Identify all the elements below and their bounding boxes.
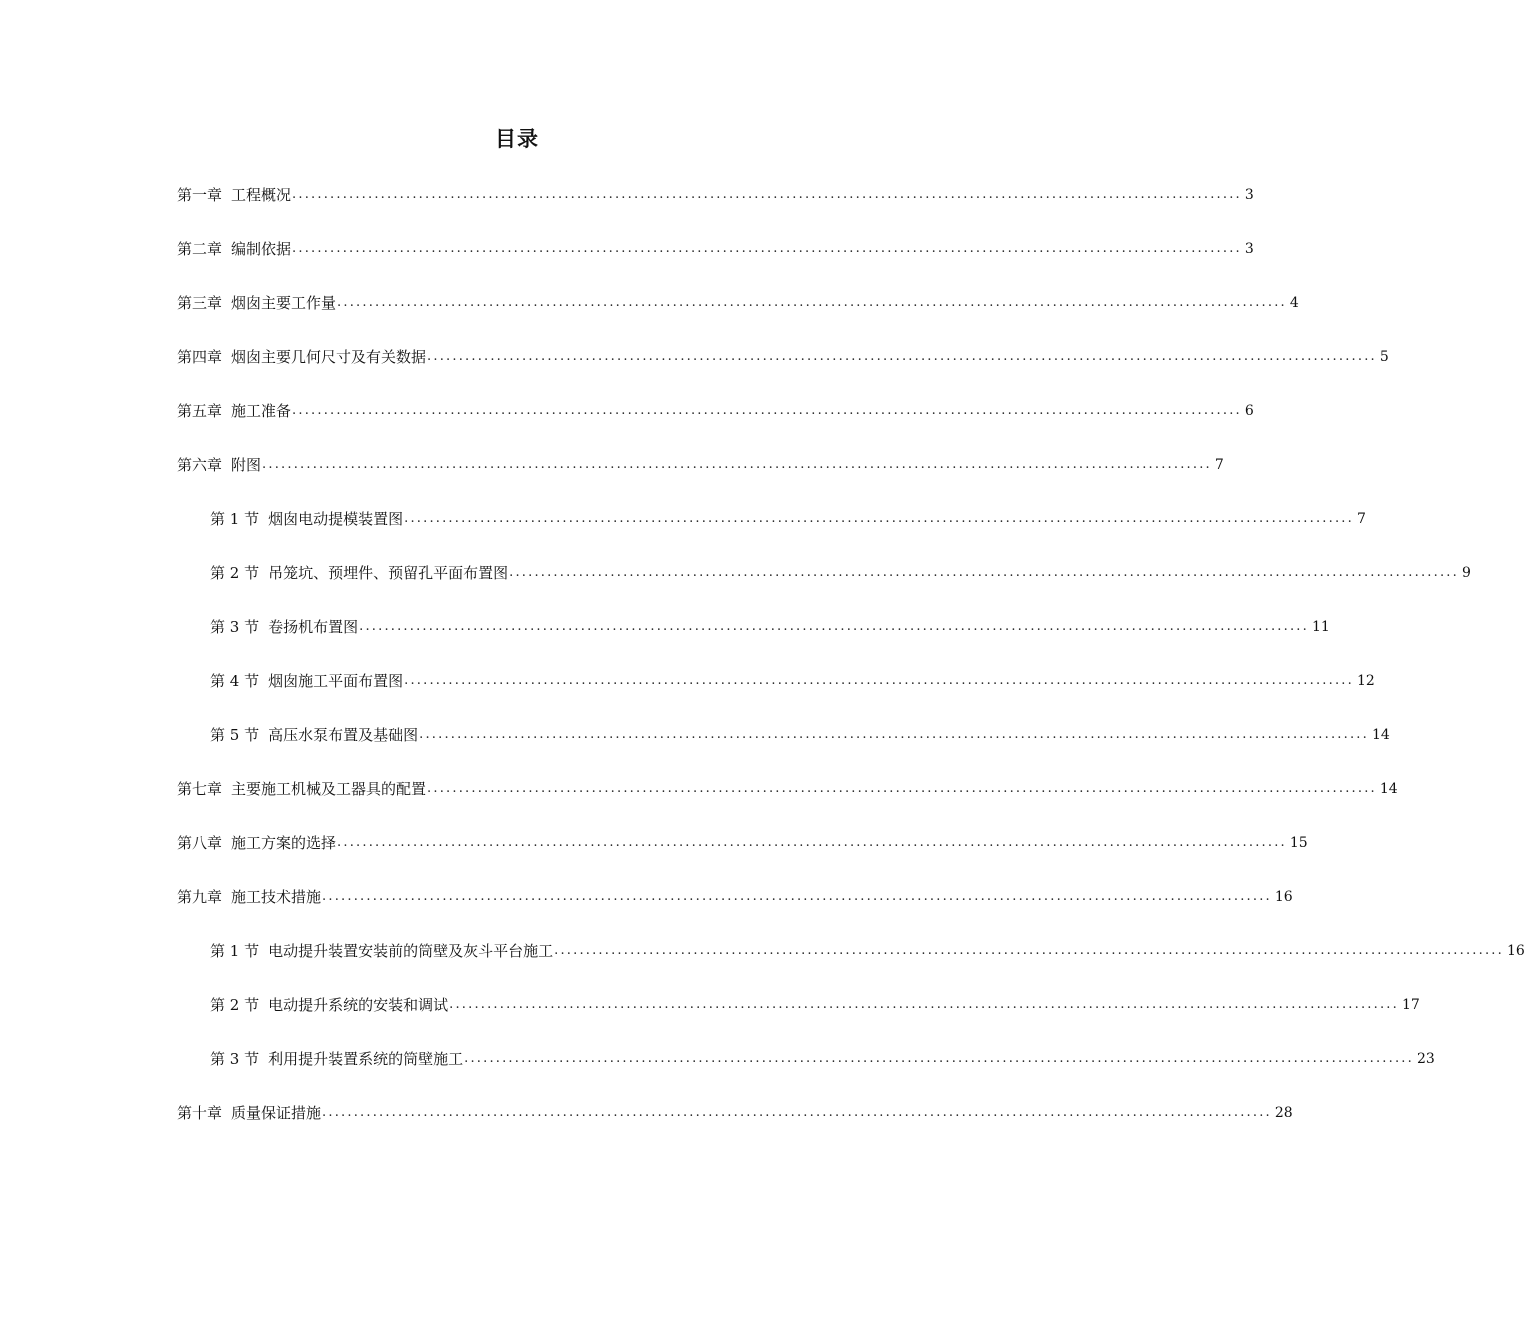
toc-subentry[interactable] (0, 720, 1390, 774)
toc-entry-title: 编制依据 (231, 240, 292, 258)
toc-leader-dots: ...................................................................................................................................................... (337, 835, 1287, 850)
toc-entry-number: 第 5 节 (210, 726, 260, 744)
toc-page-number: 9 (1461, 565, 1471, 581)
toc-leader-dots: ...................................................................................................................................................... (464, 1051, 1414, 1066)
toc-subentry[interactable] (0, 612, 1330, 666)
toc-entry-number: 第 3 节 (210, 618, 260, 636)
toc-entry-number: 第 2 节 (210, 564, 260, 582)
toc-entry-number: 第八章 (177, 834, 223, 852)
toc-entry-label (177, 882, 321, 912)
toc-leader-dots: ...................................................................................................................................................... (359, 619, 1309, 634)
toc-entry-title: 施工准备 (231, 402, 292, 420)
toc-page-number: 5 (1379, 349, 1389, 365)
toc-entry-number: 第四章 (177, 348, 223, 366)
toc-entry-number: 第十章 (177, 1104, 223, 1122)
toc-leader-dots: ...................................................................................................................................................... (404, 511, 1354, 526)
toc-page-number: 17 (1401, 997, 1420, 1013)
toc-entry[interactable] (0, 342, 1389, 396)
toc-entry-number: 第一章 (177, 186, 223, 204)
toc-entry-number: 第 1 节 (210, 510, 260, 528)
toc-page-number: 11 (1311, 619, 1330, 635)
page-title: 目录 (495, 127, 539, 151)
toc-page-number: 28 (1274, 1105, 1293, 1121)
toc-entry-label (210, 720, 418, 750)
toc-page-number: 14 (1379, 781, 1398, 797)
toc-page-number: 15 (1289, 835, 1308, 851)
toc-entry-label (210, 936, 553, 966)
toc-entry[interactable] (0, 180, 1254, 234)
toc-entry-label (177, 180, 291, 210)
toc-leader-dots: ...................................................................................................................................................... (449, 997, 1399, 1012)
toc-entry-number: 第九章 (177, 888, 223, 906)
toc-entry[interactable] (0, 828, 1308, 882)
toc-entry[interactable] (0, 234, 1254, 288)
toc-entry-label (210, 504, 403, 534)
toc-entry-title: 吊笼坑、预埋件、预留孔平面布置图 (268, 564, 509, 582)
toc-leader-dots: ...................................................................................................................................................... (509, 565, 1459, 580)
toc-entry-title: 高压水泵布置及基础图 (268, 726, 419, 744)
toc-entry-title: 利用提升装置系统的筒壁施工 (268, 1050, 464, 1068)
toc-page-number: 3 (1244, 187, 1254, 203)
toc-leader-dots: ...................................................................................................................................................... (292, 187, 1242, 202)
toc-page-number: 12 (1356, 673, 1375, 689)
toc-page-number: 14 (1371, 727, 1390, 743)
toc-subentry[interactable] (0, 936, 1525, 990)
toc-entry[interactable] (0, 396, 1254, 450)
toc-entry-number: 第二章 (177, 240, 223, 258)
toc-leader-dots: ...................................................................................................................................................... (262, 457, 1212, 472)
toc-entry-title: 卷扬机布置图 (268, 618, 359, 636)
toc-leader-dots: ...................................................................................................................................................... (322, 889, 1272, 904)
toc-page-number: 7 (1214, 457, 1224, 473)
toc-leader-dots: ...................................................................................................................................................... (427, 781, 1377, 796)
toc-entry[interactable] (0, 774, 1398, 828)
toc-subentry[interactable] (0, 1044, 1435, 1098)
toc-page-number: 16 (1506, 943, 1525, 959)
toc-entry-number: 第 1 节 (210, 942, 260, 960)
toc-page-number: 23 (1416, 1051, 1435, 1067)
toc-leader-dots: ...................................................................................................................................................... (292, 403, 1242, 418)
toc-entry-label (177, 774, 426, 804)
toc-entry-label (210, 1044, 463, 1074)
toc-entry-title: 施工技术措施 (231, 888, 322, 906)
toc-page-number: 6 (1244, 403, 1254, 419)
toc-subentry[interactable] (0, 990, 1420, 1044)
toc-entry-label (210, 990, 448, 1020)
toc-entry-label (177, 1098, 321, 1128)
toc-entry[interactable] (0, 1098, 1293, 1152)
toc-entry-title: 烟囱施工平面布置图 (268, 672, 404, 690)
toc-entry-number: 第三章 (177, 294, 223, 312)
toc-entry-title: 主要施工机械及工器具的配置 (231, 780, 427, 798)
toc-leader-dots: ...................................................................................................................................................... (419, 727, 1369, 742)
toc-entry-number: 第 3 节 (210, 1050, 260, 1068)
toc-entry-label (177, 396, 291, 426)
toc-leader-dots: ...................................................................................................................................................... (292, 241, 1242, 256)
toc-entry-title: 烟囱主要几何尺寸及有关数据 (231, 348, 427, 366)
toc-entry-title: 烟囱主要工作量 (231, 294, 337, 312)
toc-entry-label (210, 666, 403, 696)
toc-entry-number: 第六章 (177, 456, 223, 474)
toc-entry[interactable] (0, 450, 1224, 504)
toc-leader-dots: ...................................................................................................................................................... (337, 295, 1287, 310)
toc-entry-number: 第七章 (177, 780, 223, 798)
toc-entry-label (210, 612, 358, 642)
toc-subentry[interactable] (0, 504, 1366, 558)
toc-entry-title: 施工方案的选择 (231, 834, 337, 852)
toc-entry-number: 第五章 (177, 402, 223, 420)
toc-leader-dots: ...................................................................................................................................................... (322, 1105, 1272, 1120)
toc-entry-title: 电动提升系统的安装和调试 (268, 996, 449, 1014)
table-of-contents (0, 180, 1525, 1152)
toc-page-number: 16 (1274, 889, 1293, 905)
toc-entry-number: 第 4 节 (210, 672, 260, 690)
toc-subentry[interactable] (0, 558, 1471, 612)
toc-entry-label (177, 450, 261, 480)
toc-entry-title: 质量保证措施 (231, 1104, 322, 1122)
toc-entry-label (177, 828, 336, 858)
toc-entry[interactable] (0, 288, 1299, 342)
toc-leader-dots: ...................................................................................................................................................... (427, 349, 1377, 364)
toc-entry-title: 电动提升装置安装前的筒壁及灰斗平台施工 (268, 942, 554, 960)
toc-page-number: 7 (1356, 511, 1366, 527)
toc-entry-label (177, 234, 291, 264)
toc-entry-title: 工程概况 (231, 186, 292, 204)
toc-entry-title: 附图 (231, 456, 262, 474)
toc-subentry[interactable] (0, 666, 1375, 720)
toc-page-number: 3 (1244, 241, 1254, 257)
toc-entry-label (177, 288, 336, 318)
toc-leader-dots: ...................................................................................................................................................... (554, 943, 1504, 958)
toc-leader-dots: ...................................................................................................................................................... (404, 673, 1354, 688)
toc-entry-label (210, 558, 508, 588)
toc-page-number: 4 (1289, 295, 1299, 311)
toc-entry-title: 烟囱电动提模装置图 (268, 510, 404, 528)
toc-entry-label (177, 342, 426, 372)
toc-entry-number: 第 2 节 (210, 996, 260, 1014)
toc-entry[interactable] (0, 882, 1293, 936)
